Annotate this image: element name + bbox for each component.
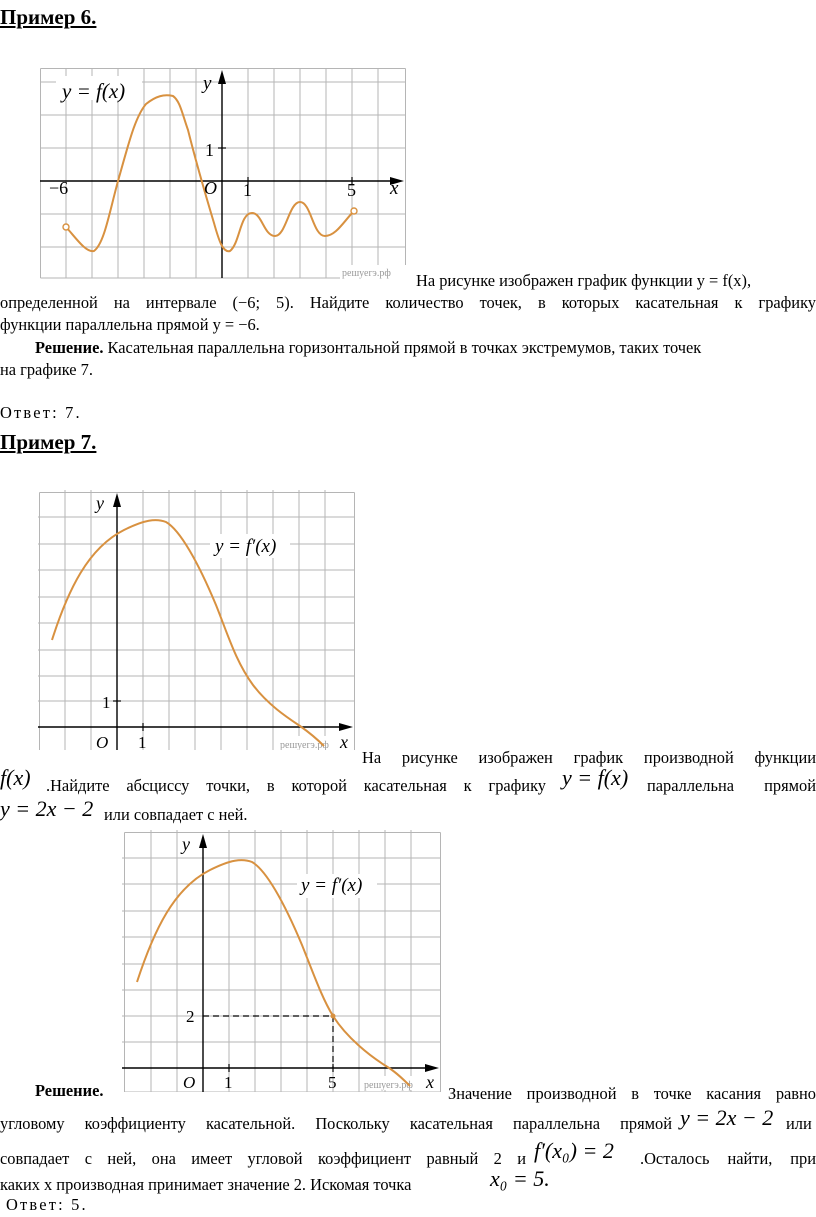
y-axis-label: y [182,834,190,854]
tangent-point [331,1014,336,1019]
example7-text-line2a: .Найдите абсциссу точки, в которой касательная к графику [46,776,546,795]
example7-text-line1: На рисунке изображен график производной функции [362,748,816,767]
grid [122,830,441,1092]
watermark: решуегэ.рф [342,268,391,279]
y-axis-label: y [203,73,212,94]
tick-label-y1: 1 [102,693,111,712]
derivative-equation-formula: f′(x₀) = 2 [534,1138,614,1163]
tick-label-x1: 1 [224,1073,233,1092]
tick-label-y1: 1 [205,140,214,160]
grid [38,490,355,750]
example6-text-line2: определенной на интервале (−6; 5). Найдите количество точек, в которых касательная к графику [0,293,816,312]
example7-solution-line2a: угловому коэффициенту касательной. Поскольку касательная параллельна прямой [0,1114,672,1133]
tick-label-x5: 5 [328,1073,337,1092]
open-endpoint-left [63,224,69,230]
example7-solution-line4a: каких x производная принимает значение 2. Искомая точка [0,1175,412,1194]
x-axis-label: x [340,732,348,750]
tick-label-x5: 5 [347,180,356,200]
example7-heading: Пример 7. [0,430,97,454]
example7-solution-line3b: .Осталось найти, при [640,1149,816,1168]
origin-label: O [96,733,109,750]
function-label: y = f(x) [62,79,126,103]
origin-label: O [183,1073,196,1092]
example6-answer: Ответ: 7. [0,403,82,422]
example6-graph [40,68,410,282]
example7-text-line2 [0,765,816,795]
example6-text-line3: функции параллельна прямой y = −6. [0,315,260,334]
tick-label-x1: 1 [243,180,252,200]
f-of-x-formula: f(x) [0,765,31,790]
x-axis-label: x [390,178,399,199]
example6-text-line1: На рисунке изображен график функции y = f(x), [416,271,752,290]
example6-solution-line [35,337,701,359]
tick-label-xm6: −6 [49,178,69,198]
tick-label-y2: 2 [186,1007,195,1026]
example7-solution-line4 [0,1168,816,1198]
line-equation-formula-2: y = 2x − 2 [680,1105,774,1130]
example7-solution-line3 [0,1138,816,1168]
example7-text-line3b: или совпадает с ней. [104,805,248,824]
x-axis-label: x [426,1072,434,1092]
example7-solution-label-line [35,1080,103,1102]
watermark: решуегэ.рф [280,740,329,750]
tick-label-x1: 1 [138,733,147,750]
y-axis-label: y [96,493,104,513]
example7-text-line3 [0,796,816,826]
function-label: y = f′(x) [215,536,277,557]
example6-solution-line2: на графике 7. [0,360,93,379]
example7-solution-label: Решение. [35,1081,104,1100]
example7-solution-line2 [0,1105,816,1135]
example7-solution-line1: Значение производной в точке касания равно [448,1084,816,1103]
x0-equation-formula: x₀ = 5. [490,1166,550,1191]
line-equation-formula: y = 2x − 2 [0,796,94,821]
example6-solution-text: Касательная параллельна горизонтальной прямой в точках экстремумов, таких точек [103,338,702,357]
example7-solution-line3a: совпадает с ней, она имеет угловой коэффициент равный 2 и [0,1149,526,1168]
watermark: решуегэ.рф [364,1080,413,1091]
open-endpoint-right [351,208,357,214]
example7-graph2 [122,830,444,1092]
y-equals-fx-formula: y = f(x) [562,765,629,790]
example7-graph1 [38,490,358,750]
example6-heading: Пример 6. [0,5,97,29]
example7-answer: Ответ: 5. [6,1195,88,1214]
example7-solution-line2b: или [786,1114,812,1133]
example7-text-line2b: параллельна прямой [647,776,816,795]
function-curve [66,95,354,251]
origin-label: O [204,178,217,198]
function-label: y = f′(x) [301,875,363,896]
example6-solution-label: Решение. [35,338,104,357]
